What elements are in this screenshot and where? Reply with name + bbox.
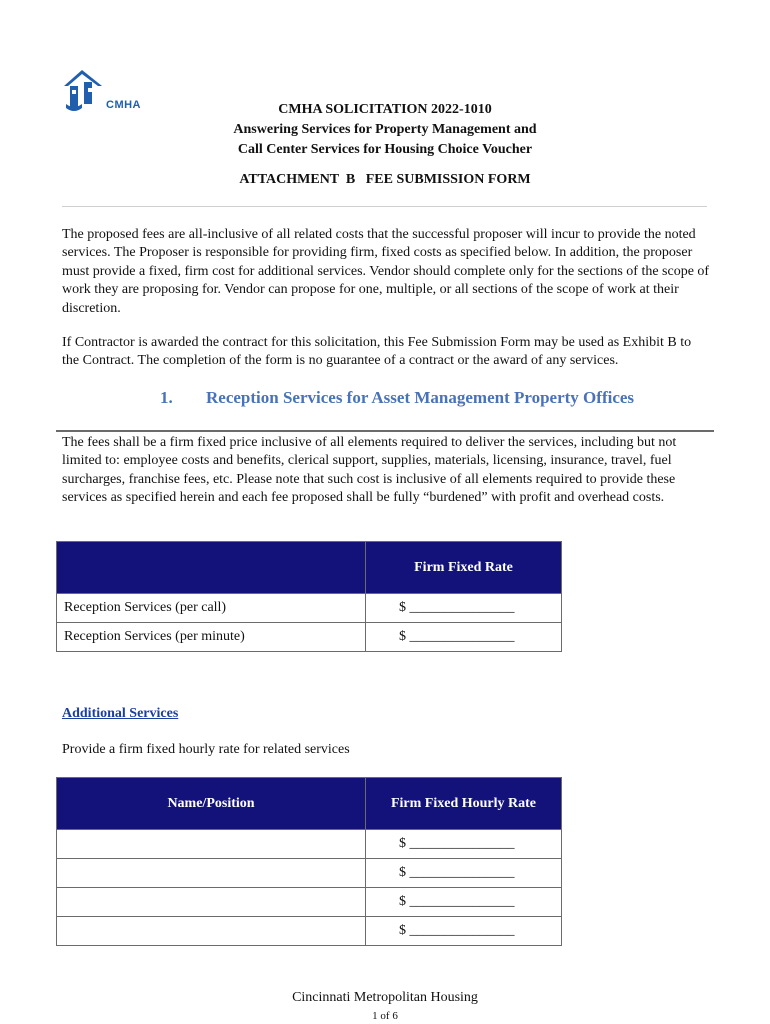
hourly-rate-field[interactable]: $ _______________ — [366, 859, 562, 888]
fee-row-label: Reception Services (per minute) — [57, 623, 366, 652]
intro-paragraph-2: If Contractor is awarded the contract for this solicitation, this Fee Submission Form may be used as Exhibit B to the Contract. The completion of the form is no guarantee of a contract or the award of any services. — [62, 335, 692, 369]
section-title: Reception Services for Asset Management Property Offices — [206, 388, 635, 407]
table-row — [57, 917, 562, 946]
section-body: The fees shall be a firm fixed price inclusive of all elements required to deliver the services, including but not limited to: employee costs and benefits, clerical support, supplies, materials, licensing, insurance, travel, fuel surcharges, franchise fees, etc. Please note that such cost is inclusive of all elements required to provide these services as specified herein and each fee proposed shall be fully “burdened” with profit and overhead costs. — [62, 435, 677, 506]
position-name-field[interactable] — [57, 830, 366, 859]
fee-table-header — [57, 542, 562, 594]
hourly-rate-table — [56, 777, 562, 946]
fee-table-header-rate: Firm Fixed Rate — [366, 542, 562, 594]
header-divider — [62, 206, 707, 207]
hourly-rate-field[interactable]: $ _______________ — [366, 917, 562, 946]
solicitation-title-line1: Answering Services for Property Management and — [233, 122, 537, 137]
fee-row-label: Reception Services (per call) — [57, 594, 366, 623]
section-divider — [56, 430, 714, 432]
position-name-field[interactable] — [57, 917, 366, 946]
fee-rate-field[interactable]: $ _______________ — [366, 623, 562, 652]
solicitation-title-line2: Call Center Services for Housing Choice Voucher — [237, 142, 533, 157]
fee-rate-field[interactable]: $ _______________ — [366, 594, 562, 623]
position-name-field[interactable] — [57, 888, 366, 917]
hourly-table-header-name: Name/Position — [57, 778, 366, 830]
section-heading — [160, 388, 634, 408]
document-header — [0, 100, 770, 160]
hourly-table-header-rate: Firm Fixed Hourly Rate — [366, 778, 562, 830]
additional-services-description: Provide a firm fixed hourly rate for related services — [62, 742, 350, 757]
section-number: 1. — [160, 388, 173, 407]
table-row — [57, 594, 562, 623]
hourly-rate-field[interactable]: $ _______________ — [366, 830, 562, 859]
attachment-title: ATTACHMENT B FEE SUBMISSION FORM — [239, 172, 531, 187]
position-name-field[interactable] — [57, 859, 366, 888]
table-row — [57, 830, 562, 859]
intro-paragraph-1: The proposed fees are all-inclusive of all related costs that the successful proposer will incur to provide the noted services. The Proposer is responsible for providing firm, fixed costs as specified below. In addition, the proposer must provide a fixed, firm cost for additional services. Vendor should complete only for the sections of the scope of work they are proposing for. Vendor can propose for one, multiple, or all sections of the scope of work at their discretion. — [62, 227, 710, 316]
table-row — [57, 623, 562, 652]
solicitation-number: CMHA SOLICITATION 2022-1010 — [278, 102, 492, 117]
hourly-table-header — [57, 778, 562, 830]
hourly-rate-field[interactable]: $ _______________ — [366, 888, 562, 917]
fee-table-header-blank — [57, 542, 366, 594]
footer-organization: Cincinnati Metropolitan Housing — [292, 990, 478, 1005]
table-row — [57, 859, 562, 888]
table-row — [57, 888, 562, 917]
additional-services-heading: Additional Services — [62, 706, 179, 721]
logo-text: CMHA — [106, 99, 141, 111]
fee-table — [56, 541, 562, 652]
page-number: 1 of 6 — [372, 1010, 398, 1022]
